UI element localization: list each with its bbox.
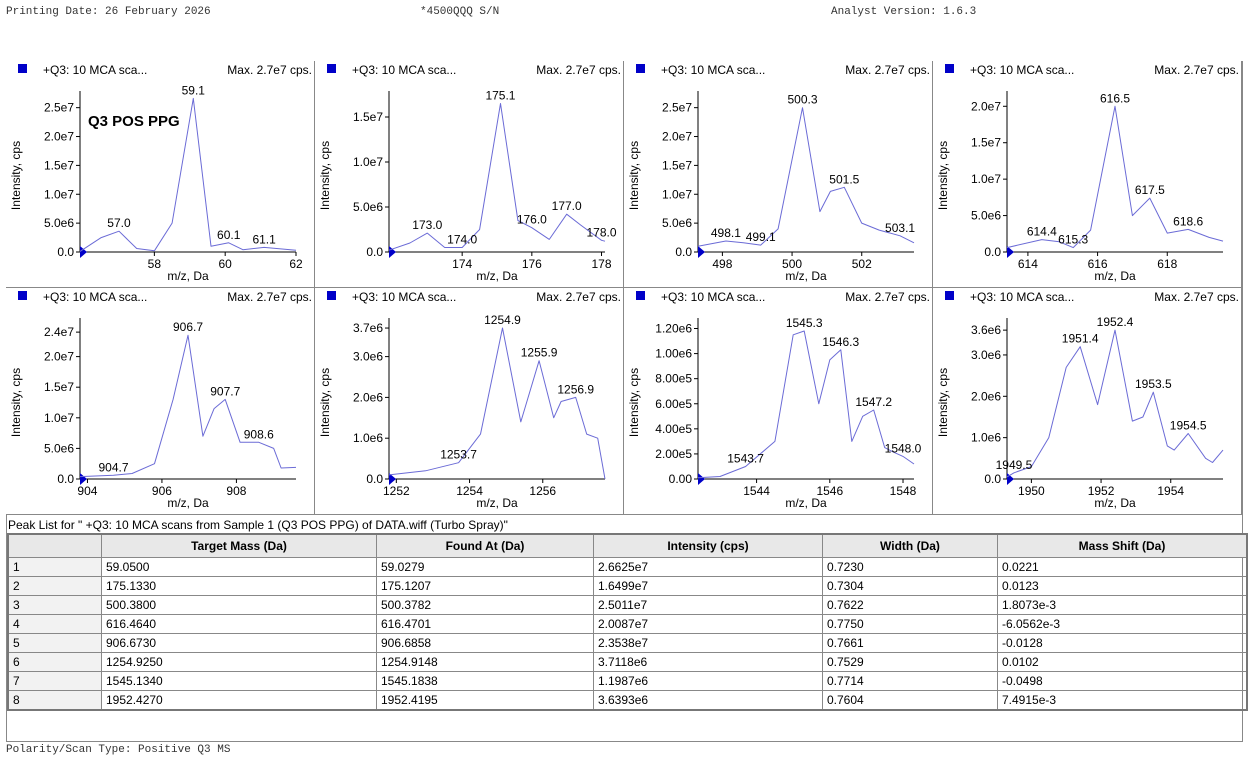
table-cell: 3.7118e6: [594, 653, 823, 672]
y-tick-label: 1.0e6: [970, 430, 1001, 445]
y-tick-label: 1.5e7: [661, 158, 692, 173]
y-axis-label: Intensity, cps: [627, 367, 641, 438]
table-cell: 1952.4195: [377, 691, 594, 711]
peak-label: 1949.5: [995, 457, 1033, 472]
table-cell: 0.7622: [823, 596, 998, 615]
column-header[interactable]: Found At (Da): [377, 534, 594, 558]
y-tick-label: 2.0e7: [43, 129, 74, 144]
x-tick-label: 500: [782, 257, 803, 271]
table-cell: 1545.1340: [102, 672, 377, 691]
peak-list-table: [7, 533, 1248, 711]
peak-label: 1951.4: [1061, 331, 1099, 346]
table-cell: 0.7750: [823, 615, 998, 634]
table-row[interactable]: [8, 691, 1247, 711]
peak-label: 500.3: [787, 92, 818, 107]
column-header[interactable]: Intensity (cps): [594, 534, 823, 558]
table-cell: 2.6625e7: [594, 558, 823, 577]
y-tick-label: 8.00e5: [655, 371, 692, 386]
x-axis-label: m/z, Da: [167, 496, 209, 510]
x-tick-label: 1954: [1157, 484, 1185, 498]
spectrum-plot: [624, 61, 933, 288]
table-cell: 0.7604: [823, 691, 998, 711]
x-tick-label: 1952: [1087, 484, 1115, 498]
peak-label: 904.7: [98, 460, 129, 475]
y-tick-label: 1.0e7: [352, 155, 383, 169]
y-tick-label: 1.20e6: [655, 321, 692, 336]
x-axis-label: m/z, Da: [785, 269, 827, 283]
table-cell: 0.7714: [823, 672, 998, 691]
table-cell: 616.4640: [102, 615, 377, 634]
y-tick-label: 3.0e6: [970, 347, 1001, 362]
x-axis-label: m/z, Da: [785, 496, 827, 510]
y-tick-label: 0.0: [984, 472, 1001, 486]
spectrum-panel[interactable]: [6, 288, 315, 515]
column-header[interactable]: Target Mass (Da): [102, 534, 377, 558]
table-cell: 175.1207: [377, 577, 594, 596]
table-cell: 2.0087e7: [594, 615, 823, 634]
panel-max-intensity: Max. 2.7e7 cps.: [1154, 290, 1239, 304]
y-tick-label: 2.0e7: [970, 99, 1001, 114]
table-cell: 0.7304: [823, 577, 998, 596]
panel-title: +Q3: 10 MCA sca...: [43, 290, 148, 304]
y-tick-label: 2.5e7: [43, 100, 74, 115]
column-header[interactable]: Width (Da): [823, 534, 998, 558]
table-cell: 1952.4270: [102, 691, 377, 711]
peak-label: 1953.5: [1134, 377, 1172, 392]
peak-label: 177.0: [551, 199, 582, 214]
panel-max-intensity: Max. 2.7e7 cps.: [536, 290, 621, 304]
x-tick-label: 502: [851, 257, 872, 271]
peak-table-body: [8, 558, 1247, 711]
peak-label: 1254.9: [484, 313, 521, 328]
y-tick-label: 3.6e6: [970, 323, 1001, 338]
y-tick-label: 0.0: [984, 245, 1001, 259]
x-tick-label: 614: [1017, 257, 1038, 271]
y-tick-label: 2.0e6: [970, 389, 1001, 404]
table-cell: -0.0128: [998, 634, 1248, 653]
spectrum-panel[interactable]: [933, 288, 1242, 515]
spectrum-trace: [389, 328, 605, 479]
table-cell: 0.0102: [998, 653, 1248, 672]
peak-label: 1547.2: [855, 395, 893, 410]
peak-label: 614.4: [1026, 224, 1057, 239]
row-number: 5: [8, 634, 102, 653]
y-tick-label: 0.00: [668, 472, 692, 486]
y-axis-label: Intensity, cps: [9, 140, 23, 211]
table-cell: 59.0279: [377, 558, 594, 577]
y-tick-label: 1.0e7: [43, 410, 74, 425]
table-cell: 1254.9148: [377, 653, 594, 672]
y-tick-label: 2.00e5: [655, 446, 692, 461]
table-cell: 500.3800: [102, 596, 377, 615]
peak-label: 907.7: [210, 384, 241, 399]
table-cell: 1.8073e-3: [998, 596, 1248, 615]
spectrum-trace: [1007, 330, 1223, 477]
x-tick-label: 1950: [1018, 484, 1045, 498]
peak-label: 501.5: [829, 172, 860, 187]
peak-label: 1253.7: [440, 447, 477, 462]
table-cell: 3.6393e6: [594, 691, 823, 711]
table-cell: 906.6730: [102, 634, 377, 653]
x-tick-label: 58: [147, 257, 162, 271]
peak-label: 1954.5: [1169, 418, 1207, 433]
y-tick-label: 5.0e6: [661, 216, 692, 231]
peak-label: 61.1: [252, 232, 276, 247]
y-axis-label: Intensity, cps: [318, 367, 332, 438]
spectrum-plot: [315, 61, 624, 288]
peak-label: 174.0: [447, 232, 478, 247]
x-tick-label: 904: [77, 484, 98, 498]
x-axis-label: m/z, Da: [167, 269, 209, 283]
column-header[interactable]: [8, 534, 102, 558]
table-row[interactable]: [8, 558, 1247, 577]
y-tick-label: 5.0e6: [43, 216, 74, 231]
peak-label: 498.1: [710, 226, 741, 241]
table-cell: 0.7230: [823, 558, 998, 577]
y-tick-label: 2.0e7: [43, 349, 74, 364]
table-row[interactable]: [8, 577, 1247, 596]
peak-label: 615.3: [1058, 232, 1089, 247]
x-tick-label: 906: [151, 484, 172, 498]
table-cell: 2.5011e7: [594, 596, 823, 615]
y-tick-label: 2.0e7: [661, 129, 692, 144]
row-number: 1: [8, 558, 102, 577]
sample-annotation: Q3 POS PPG: [88, 113, 180, 130]
table-cell: 616.4701: [377, 615, 594, 634]
printing-date: Printing Date: 26 February 2026: [6, 6, 211, 18]
y-tick-label: 5.0e6: [970, 208, 1001, 223]
spectrum-plot: [6, 288, 315, 515]
y-tick-label: 0.0: [366, 472, 383, 486]
x-tick-label: 1252: [382, 484, 410, 498]
spectrum-plot: [933, 288, 1242, 515]
spectrum-panel[interactable]: [315, 288, 624, 515]
table-row[interactable]: [8, 596, 1247, 615]
x-tick-label: 60: [218, 257, 232, 271]
table-cell: 1.1987e6: [594, 672, 823, 691]
panel-max-intensity: Max. 2.7e7 cps.: [1154, 63, 1239, 77]
baseline-arrow-icon: [698, 473, 705, 485]
peak-label: 60.1: [217, 227, 241, 242]
panel-title: +Q3: 10 MCA sca...: [661, 290, 766, 304]
row-number: 4: [8, 615, 102, 634]
x-axis-label: m/z, Da: [476, 496, 518, 510]
peak-list-caption: Peak List for " +Q3: 10 MCA scans from Sample 1 (Q3 POS PPG) of DATA.wiff (Turbo Spray)": [8, 518, 508, 532]
peak-label: 176.0: [516, 212, 547, 227]
peak-label: 618.6: [1173, 214, 1204, 229]
y-tick-label: 1.5e7: [43, 380, 74, 395]
column-header[interactable]: Mass Shift (Da): [998, 534, 1248, 558]
spectrum-panel[interactable]: [933, 61, 1242, 288]
y-tick-label: 1.0e6: [352, 431, 383, 446]
x-tick-label: 498: [712, 257, 733, 271]
x-tick-label: 1254: [456, 484, 483, 498]
baseline-arrow-icon: [698, 246, 705, 258]
table-cell: 0.7529: [823, 653, 998, 672]
peak-label: 503.1: [885, 220, 916, 235]
row-number: 3: [8, 596, 102, 615]
y-tick-label: 0.0: [675, 245, 692, 259]
spectrum-plot: [933, 61, 1242, 288]
table-cell: 0.7661: [823, 634, 998, 653]
peak-label: 59.1: [181, 83, 205, 98]
y-tick-label: 6.00e5: [655, 396, 692, 411]
y-tick-label: 0.0: [57, 472, 74, 486]
y-tick-label: 1.0e7: [43, 187, 74, 202]
peak-label: 1546.3: [822, 334, 860, 349]
x-tick-label: 178: [591, 257, 612, 271]
y-axis-label: Intensity, cps: [627, 140, 641, 211]
table-cell: -6.0562e-3: [998, 615, 1248, 634]
x-tick-label: 618: [1157, 257, 1178, 271]
table-row[interactable]: [8, 615, 1247, 634]
x-tick-label: 1548: [889, 484, 917, 498]
spectrum-panel[interactable]: [315, 61, 624, 288]
peak-label: 1255.9: [520, 345, 558, 360]
spectrum-plot: [6, 61, 315, 288]
spectrum-panel[interactable]: [624, 288, 933, 515]
panel-title: +Q3: 10 MCA sca...: [970, 290, 1075, 304]
panel-title: +Q3: 10 MCA sca...: [352, 63, 457, 77]
row-number: 8: [8, 691, 102, 711]
table-cell: -0.0498: [998, 672, 1248, 691]
x-axis-label: m/z, Da: [476, 269, 518, 283]
spectrum-panel[interactable]: [624, 61, 933, 288]
table-row[interactable]: [8, 634, 1247, 653]
y-tick-label: 1.5e7: [352, 110, 383, 124]
y-axis-label: Intensity, cps: [318, 140, 332, 211]
peak-label: 173.0: [412, 218, 443, 233]
panel-title: +Q3: 10 MCA sca...: [661, 63, 766, 77]
polarity-scan-type: Polarity/Scan Type: Positive Q3 MS: [6, 744, 231, 756]
row-number: 6: [8, 653, 102, 672]
y-tick-label: 1.5e7: [43, 158, 74, 173]
y-axis-label: Intensity, cps: [936, 140, 950, 211]
peak-label: 1543.7: [727, 451, 764, 466]
peak-label: 906.7: [172, 320, 204, 335]
analyst-version: Analyst Version: 1.6.3: [831, 6, 977, 18]
panel-max-intensity: Max. 2.7e7 cps.: [227, 290, 312, 304]
table-row[interactable]: [8, 672, 1247, 691]
y-tick-label: 3.7e6: [352, 321, 383, 336]
table-cell: 1545.1838: [377, 672, 594, 691]
y-tick-label: 0.0: [57, 245, 74, 259]
peak-label: 1545.3: [785, 316, 823, 331]
y-tick-label: 1.5e7: [970, 135, 1001, 150]
serial-number: *4500QQQ S/N: [420, 6, 500, 18]
y-tick-label: 2.4e7: [43, 325, 74, 340]
table-cell: 0.0123: [998, 577, 1248, 596]
y-tick-label: 1.0e7: [661, 187, 692, 202]
x-tick-label: 1546: [816, 484, 844, 498]
peak-table-header-row: [8, 534, 1247, 558]
peak-label: 57.0: [107, 216, 131, 231]
panel-title: +Q3: 10 MCA sca...: [352, 290, 457, 304]
panel-max-intensity: Max. 2.7e7 cps.: [845, 290, 930, 304]
x-axis-label: m/z, Da: [1094, 496, 1136, 510]
peak-label: 1952.4: [1096, 315, 1134, 330]
y-tick-label: 1.0e7: [970, 172, 1001, 187]
table-cell: 0.0221: [998, 558, 1248, 577]
panel-max-intensity: Max. 2.7e7 cps.: [845, 63, 930, 77]
table-cell: 7.4915e-3: [998, 691, 1248, 711]
table-cell: 500.3782: [377, 596, 594, 615]
x-tick-label: 174: [452, 257, 473, 271]
peak-label: 499.1: [745, 230, 776, 245]
peak-label: 175.1: [485, 88, 516, 103]
spectrum-plot: [624, 288, 933, 515]
x-tick-label: 1256: [529, 484, 557, 498]
peak-label: 178.0: [586, 225, 617, 240]
row-number: 7: [8, 672, 102, 691]
x-tick-label: 1544: [743, 484, 770, 498]
panel-max-intensity: Max. 2.7e7 cps.: [536, 63, 621, 77]
row-number: 2: [8, 577, 102, 596]
table-cell: 1254.9250: [102, 653, 377, 672]
table-cell: 175.1330: [102, 577, 377, 596]
y-tick-label: 1.00e6: [655, 346, 692, 361]
table-cell: 1.6499e7: [594, 577, 823, 596]
peak-label: 617.5: [1134, 183, 1165, 198]
table-row[interactable]: [8, 653, 1247, 672]
x-axis-label: m/z, Da: [1094, 269, 1136, 283]
peak-label: 1548.0: [884, 441, 922, 456]
x-tick-label: 616: [1087, 257, 1108, 271]
x-tick-label: 62: [289, 257, 303, 271]
x-tick-label: 176: [521, 257, 542, 271]
y-tick-label: 4.00e5: [655, 421, 692, 436]
y-tick-label: 2.0e6: [352, 390, 383, 405]
y-tick-label: 5.0e6: [352, 200, 383, 214]
y-axis-label: Intensity, cps: [9, 367, 23, 438]
x-tick-label: 908: [226, 484, 247, 498]
spectrum-plot: [315, 288, 624, 515]
spectrum-panel[interactable]: [6, 61, 315, 288]
panel-max-intensity: Max. 2.7e7 cps.: [227, 63, 312, 77]
peak-label: 616.5: [1099, 91, 1131, 106]
panel-title: +Q3: 10 MCA sca...: [970, 63, 1075, 77]
y-tick-label: 3.0e6: [352, 349, 383, 364]
table-cell: 59.0500: [102, 558, 377, 577]
peak-label: 1256.9: [557, 382, 595, 397]
y-tick-label: 5.0e6: [43, 441, 74, 456]
table-cell: 906.6858: [377, 634, 594, 653]
table-cell: 2.3538e7: [594, 634, 823, 653]
y-tick-label: 2.5e7: [661, 100, 692, 115]
peak-label: 908.6: [243, 427, 274, 442]
spectrum-trace: [80, 335, 296, 476]
y-axis-label: Intensity, cps: [936, 367, 950, 438]
y-tick-label: 0.0: [366, 245, 383, 259]
panel-title: +Q3: 10 MCA sca...: [43, 63, 148, 77]
